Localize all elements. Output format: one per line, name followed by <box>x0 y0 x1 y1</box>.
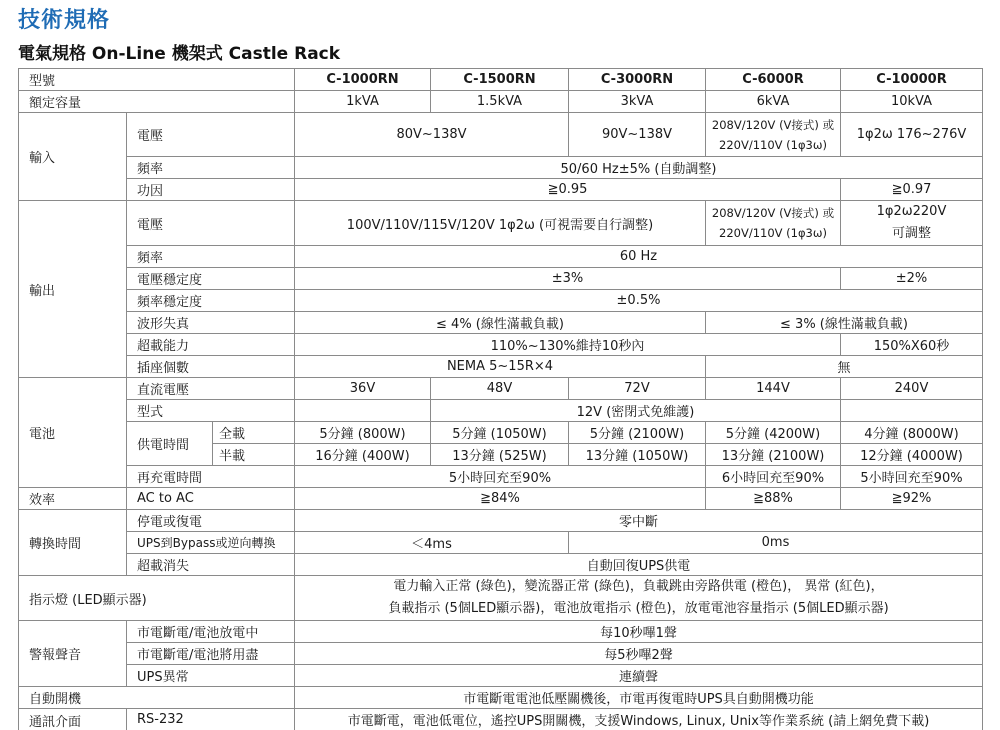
battery-full-1: 5分鐘 (800W) <box>295 422 431 444</box>
input-frequency-label: 頻率 <box>127 157 295 179</box>
transfer-outage-label: 停電或復電 <box>127 510 295 532</box>
battery-dc-label: 直流電壓 <box>127 378 295 400</box>
transfer-bypass-label: UPS到Bypass或逆向轉換 <box>127 532 295 554</box>
output-voltage-1: 100V/110V/115V/120V 1φ2ω (可視需要自行調整) <box>295 201 706 246</box>
transfer-overload-label: 超載消失 <box>127 554 295 576</box>
alarm-1-value: 每10秒嗶1聲 <box>295 621 983 643</box>
capacity-1: 1kVA <box>295 91 431 113</box>
autostart-label: 自動開機 <box>19 687 295 709</box>
model-5: C-10000R <box>841 69 983 91</box>
output-outlets-row <box>19 356 983 378</box>
output-vreg-1: ±3% <box>295 268 841 290</box>
battery-recharge-1: 5小時回充至90% <box>295 466 706 488</box>
section-title: 電氣規格 On-Line 機架式 Castle Rack <box>18 44 341 64</box>
capacity-3: 3kVA <box>569 91 706 113</box>
output-thd-1: ≤ 4% (線性滿載負載) <box>295 312 706 334</box>
input-pf-label: 功因 <box>127 179 295 201</box>
battery-full-5: 4分鐘 (8000W) <box>841 422 983 444</box>
input-voltage-4: 1φ2ω 176~276V <box>841 113 983 157</box>
output-voltage-3b: 可調整 <box>891 226 931 241</box>
output-voltage-2b: 220V/110V (1φ3ω) <box>719 226 827 240</box>
transfer-outage-value: 零中斷 <box>295 510 983 532</box>
model-2: C-1500RN <box>431 69 569 91</box>
alarm-3-label: UPS異常 <box>127 665 295 687</box>
battery-full-3: 5分鐘 (2100W) <box>569 422 706 444</box>
output-overload-1: 110%~130%維持10秒內 <box>295 334 841 356</box>
input-voltage-3 <box>706 113 841 157</box>
efficiency-2: ≧88% <box>706 488 841 510</box>
page-title: 技術規格 <box>18 8 111 33</box>
transfer-overload-row <box>19 554 983 576</box>
input-voltage-2: 90V~138V <box>569 113 706 157</box>
output-label: 輸出 <box>19 201 127 378</box>
alarm-row-1 <box>19 621 983 643</box>
battery-recharge-label: 再充電時間 <box>127 466 295 488</box>
battery-type-blank-1 <box>295 400 431 422</box>
battery-dc-5: 240V <box>841 378 983 400</box>
transfer-bypass-1: ＜4ms <box>295 532 569 554</box>
output-outlets-label: 插座個數 <box>127 356 295 378</box>
indicator-line-2: 負載指示 (5個LED顯示器)，電池放電指示 (橙色)，放電電池容量指示 (5個LED顯示器) <box>388 601 889 616</box>
efficiency-3: ≧92% <box>841 488 983 510</box>
header-row <box>19 69 983 91</box>
model-3: C-3000RN <box>569 69 706 91</box>
battery-full-label: 全載 <box>213 422 295 444</box>
battery-label: 電池 <box>19 378 127 488</box>
model-label: 型號 <box>19 69 295 91</box>
battery-type-value: 12V (密閉式免維護) <box>431 400 841 422</box>
alarm-2-label: 市電斷電/電池將用盡 <box>127 643 295 665</box>
output-overload-2: 150%X60秒 <box>841 334 983 356</box>
alarm-1-label: 市電斷電/電池放電中 <box>127 621 295 643</box>
input-voltage-3b: 220V/110V (1φ3ω) <box>719 137 827 152</box>
output-freg-row <box>19 290 983 312</box>
indicator-row <box>19 576 983 621</box>
input-frequency-value: 50/60 Hz±5% (自動調整) <box>295 157 983 179</box>
output-vreg-2: ±2% <box>841 268 983 290</box>
capacity-row <box>19 91 983 113</box>
output-freg-value: ±0.5% <box>295 290 983 312</box>
input-label: 輸入 <box>19 113 127 201</box>
output-frequency-label: 頻率 <box>127 246 295 268</box>
battery-recharge-row <box>19 466 983 488</box>
input-frequency-row <box>19 157 983 179</box>
capacity-4: 6kVA <box>706 91 841 113</box>
alarm-row-3 <box>19 665 983 687</box>
input-pf-2: ≧0.97 <box>841 179 983 201</box>
output-voltage-3 <box>841 201 983 246</box>
battery-dc-4: 144V <box>706 378 841 400</box>
output-overload-row <box>19 334 983 356</box>
comm-value: 市電斷電，電池低電位，遙控UPS開關機，支援Windows, Linux, Unix等作業系統 (請上網免費下載) <box>295 709 983 730</box>
comm-row <box>19 709 983 730</box>
alarm-3-value: 連續聲 <box>295 665 983 687</box>
input-voltage-label: 電壓 <box>127 113 295 157</box>
transfer-bypass-row <box>19 532 983 554</box>
input-pf-1: ≧0.95 <box>295 179 841 201</box>
output-vreg-row <box>19 268 983 290</box>
output-voltage-3a: 1φ2ω220V <box>876 204 947 219</box>
output-frequency-row <box>19 246 983 268</box>
battery-half-label: 半載 <box>213 444 295 466</box>
input-pf-row <box>19 179 983 201</box>
output-voltage-2a: 208V/120V (V接式) 或 <box>711 206 835 220</box>
efficiency-label: 效率 <box>19 488 127 510</box>
battery-half-3: 13分鐘 (1050W) <box>569 444 706 466</box>
indicator-line-1: 電力輸入正常 (綠色)，變流器正常 (綠色)，負載跳由旁路供電 (橙色)， 異常 (紅色)， <box>393 579 884 594</box>
transfer-bypass-2: 0ms <box>569 532 983 554</box>
battery-half-1: 16分鐘 (400W) <box>295 444 431 466</box>
output-overload-label: 超載能力 <box>127 334 295 356</box>
capacity-label: 額定容量 <box>19 91 295 113</box>
spec-table <box>18 68 983 730</box>
capacity-2: 1.5kVA <box>431 91 569 113</box>
output-voltage-row <box>19 201 983 246</box>
output-vreg-label: 電壓穩定度 <box>127 268 295 290</box>
autostart-value: 市電斷電電池低壓關機後，市電再復電時UPS具自動開機功能 <box>295 687 983 709</box>
battery-type-label: 型式 <box>127 400 295 422</box>
input-voltage-1: 80V~138V <box>295 113 569 157</box>
comm-label: 通訊介面 <box>19 709 127 730</box>
output-frequency-value: 60 Hz <box>295 246 983 268</box>
transfer-label: 轉換時間 <box>19 510 127 576</box>
battery-full-row <box>19 422 983 444</box>
input-voltage-3a: 208V/120V (V接式) 或 <box>711 117 835 132</box>
output-thd-row <box>19 312 983 334</box>
output-outlets-1: NEMA 5~15R×4 <box>295 356 706 378</box>
battery-type-blank-2 <box>841 400 983 422</box>
autostart-row <box>19 687 983 709</box>
battery-full-2: 5分鐘 (1050W) <box>431 422 569 444</box>
efficiency-sub: AC to AC <box>127 488 295 510</box>
battery-dc-3: 72V <box>569 378 706 400</box>
transfer-outage-row <box>19 510 983 532</box>
alarm-row-2 <box>19 643 983 665</box>
battery-dc-2: 48V <box>431 378 569 400</box>
battery-full-4: 5分鐘 (4200W) <box>706 422 841 444</box>
battery-recharge-3: 5小時回充至90% <box>841 466 983 488</box>
comm-sub: RS-232 <box>127 709 295 730</box>
capacity-5: 10kVA <box>841 91 983 113</box>
battery-half-4: 13分鐘 (2100W) <box>706 444 841 466</box>
battery-half-5: 12分鐘 (4000W) <box>841 444 983 466</box>
model-1: C-1000RN <box>295 69 431 91</box>
efficiency-row <box>19 488 983 510</box>
indicator-label: 指示燈 (LED顯示器) <box>19 576 295 621</box>
input-voltage-row <box>19 113 983 157</box>
output-thd-2: ≤ 3% (線性滿載負載) <box>706 312 983 334</box>
alarm-2-value: 每5秒嗶2聲 <box>295 643 983 665</box>
battery-dc-row <box>19 378 983 400</box>
battery-dc-1: 36V <box>295 378 431 400</box>
output-voltage-label: 電壓 <box>127 201 295 246</box>
battery-type-row <box>19 400 983 422</box>
indicator-value <box>295 576 983 621</box>
alarm-label: 警報聲音 <box>19 621 127 687</box>
battery-backup-label: 供電時間 <box>127 422 213 466</box>
output-freg-label: 頻率穩定度 <box>127 290 295 312</box>
output-thd-label: 波形失真 <box>127 312 295 334</box>
battery-half-2: 13分鐘 (525W) <box>431 444 569 466</box>
output-outlets-2: 無 <box>706 356 983 378</box>
battery-recharge-2: 6小時回充至90% <box>706 466 841 488</box>
output-voltage-2 <box>706 201 841 246</box>
model-4: C-6000R <box>706 69 841 91</box>
transfer-overload-value: 自動回復UPS供電 <box>295 554 983 576</box>
efficiency-1: ≧84% <box>295 488 706 510</box>
